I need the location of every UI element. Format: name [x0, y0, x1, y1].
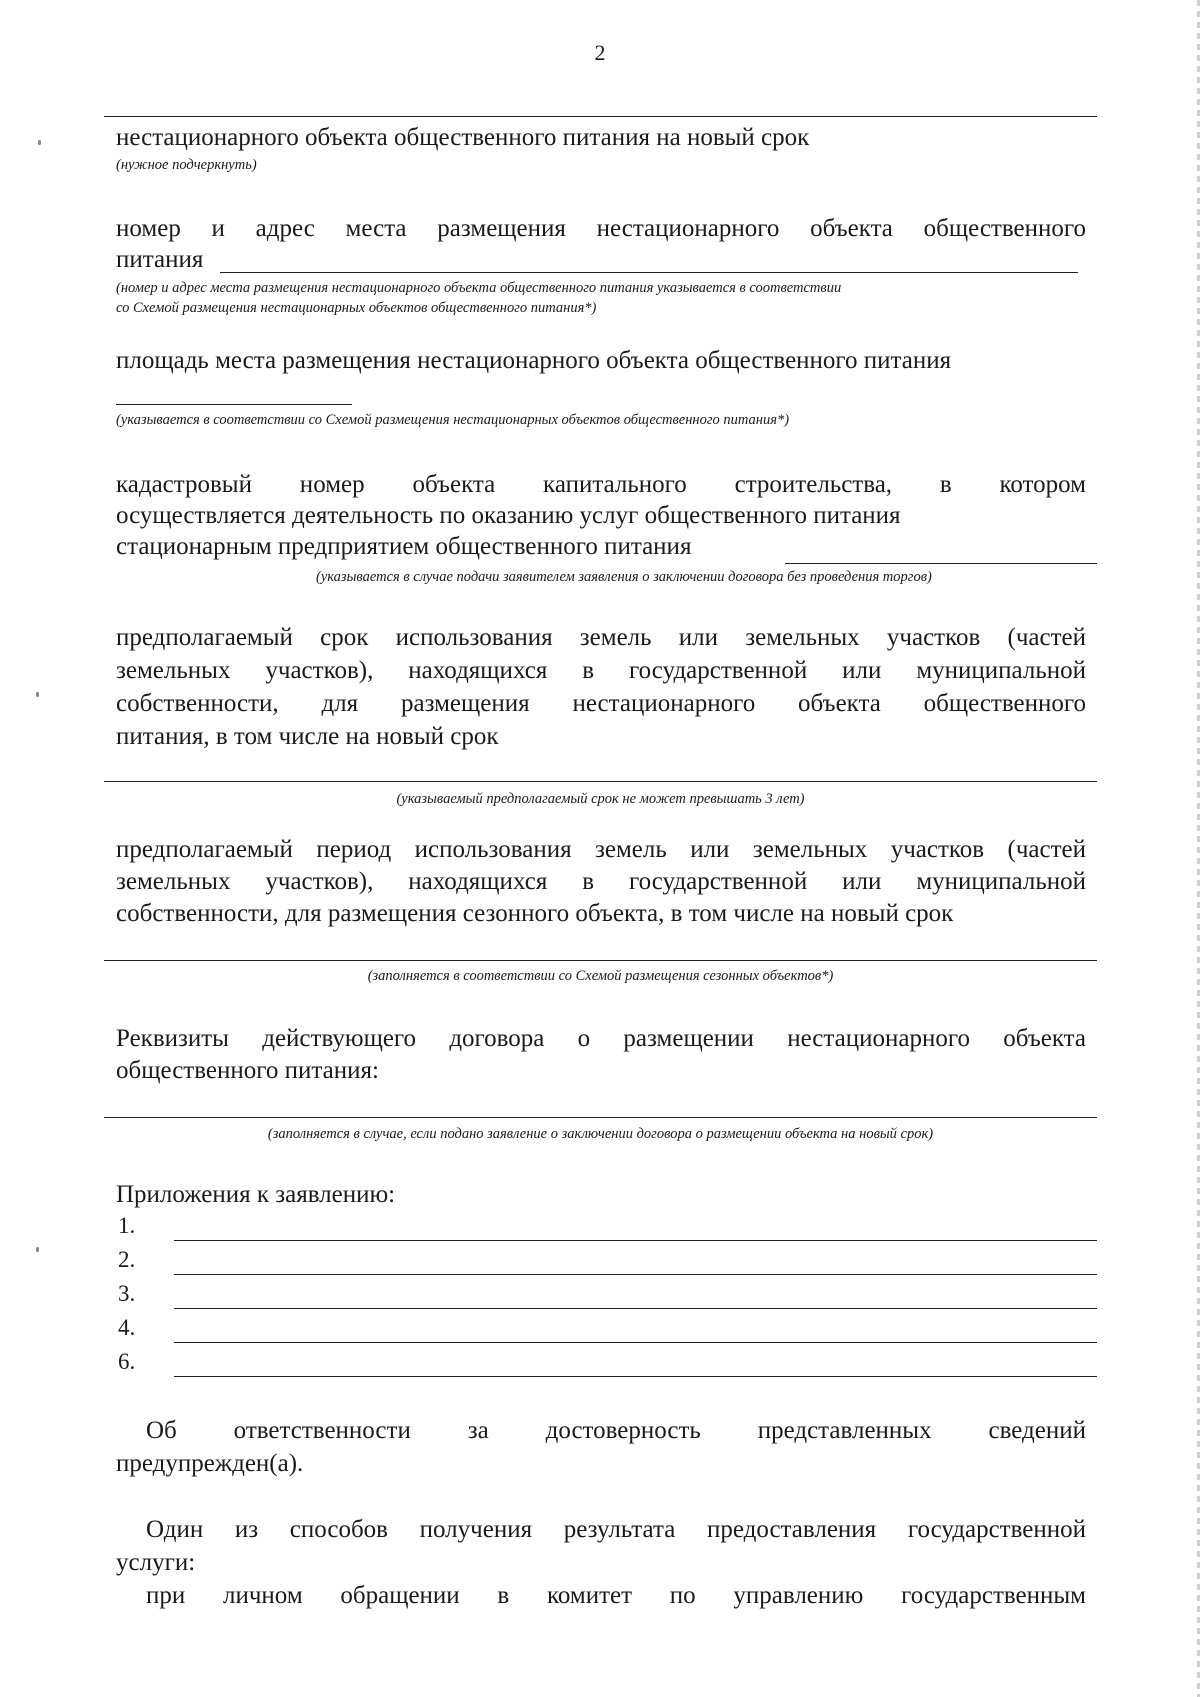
responsibility-line2: предупрежден(а). — [116, 1450, 304, 1477]
term-line2: земельных участков), находящихся в государственной или муниципальной — [116, 657, 1086, 684]
attachment-field[interactable] — [174, 1342, 1097, 1343]
attachment-number: 4. — [118, 1315, 136, 1340]
cadastral-line1: кадастровый номер объекта капитального строительства, в котором — [116, 471, 1086, 498]
contract-line2: общественного питания: — [116, 1057, 379, 1084]
contract-field[interactable] — [104, 1117, 1097, 1118]
place-area-note: (указывается в соответствии со Схемой размещения нестационарных объектов общественного питания*) — [116, 412, 790, 428]
result-line3: при личном обращении в комитет по управлению государственным — [146, 1582, 1086, 1609]
term-note: (указываемый предполагаемый срок не может превышать 3 лет) — [396, 791, 805, 807]
responsibility-line1: Об ответственности за достоверность представленных сведений — [146, 1417, 1086, 1444]
result-line1: Один из способов получения результата предоставления государственной — [146, 1516, 1086, 1543]
period-note: (заполняется в соответствии со Схемой размещения сезонных объектов*) — [367, 968, 834, 984]
place-number-note-line1: (номер и адрес места размещения нестационарного объекта общественного питания указывается в соответствии — [116, 280, 842, 296]
term-line3: собственности, для размещения нестационарного объекта общественного — [116, 690, 1086, 717]
contract-note: (заполняется в случае, если подано заявление о заключении договора о размещении объекта на новый срок) — [267, 1126, 934, 1142]
cadastral-note: (указывается в случае подачи заявителем заявления о заключении договора без проведения торгов) — [316, 569, 932, 585]
object-type-note: (нужное подчеркнуть) — [116, 157, 257, 173]
place-area-text: площадь места размещения нестационарного объекта общественного питания — [116, 347, 952, 374]
scan-speck — [36, 1247, 39, 1252]
term-line1: предполагаемый срок использования земель или земельных участков (частей — [116, 624, 1086, 651]
term-line4: питания, в том числе на новый срок — [116, 723, 499, 750]
scan-speck — [36, 692, 39, 697]
result-line2: услуги: — [116, 1549, 196, 1576]
place-number-line1: номер и адрес места размещения нестационарного объекта общественного — [116, 215, 1086, 242]
place-number-field[interactable] — [220, 272, 1078, 273]
attachment-number: 6. — [118, 1349, 136, 1374]
attachment-number: 2. — [118, 1247, 136, 1272]
period-line3: собственности, для размещения сезонного объекта, в том числе на новый срок — [116, 900, 954, 927]
cadastral-line3: стационарным предприятием общественного питания — [116, 533, 692, 560]
place-number-line2: питания — [116, 246, 204, 273]
scan-speck — [38, 140, 41, 145]
period-line2: земельных участков), находящихся в государственной или муниципальной — [116, 868, 1086, 895]
cadastral-field[interactable] — [785, 563, 1097, 564]
place-number-note-line2: со Схемой размещения нестационарных объектов общественного питания*) — [116, 300, 597, 316]
contract-line1: Реквизиты действующего договора о размещении нестационарного объекта — [116, 1025, 1086, 1052]
term-field[interactable] — [104, 781, 1097, 782]
attachment-field[interactable] — [174, 1274, 1097, 1275]
attachment-field[interactable] — [174, 1376, 1097, 1377]
attachment-field[interactable] — [174, 1308, 1097, 1309]
period-line1: предполагаемый период использования земель или земельных участков (частей — [116, 836, 1086, 863]
object-type-text: нестационарного объекта общественного питания на новый срок — [116, 124, 810, 151]
period-field[interactable] — [104, 960, 1097, 961]
page-number: 2 — [594, 40, 606, 65]
place-area-field[interactable] — [116, 404, 352, 405]
attachment-number: 1. — [118, 1213, 136, 1238]
attachment-number: 3. — [118, 1281, 136, 1306]
attachments-title: Приложения к заявлению: — [116, 1181, 396, 1208]
attachment-field[interactable] — [174, 1240, 1097, 1241]
fill-in-line[interactable] — [104, 116, 1097, 117]
cadastral-line2: осуществляется деятельность по оказанию услуг общественного питания — [116, 502, 901, 529]
